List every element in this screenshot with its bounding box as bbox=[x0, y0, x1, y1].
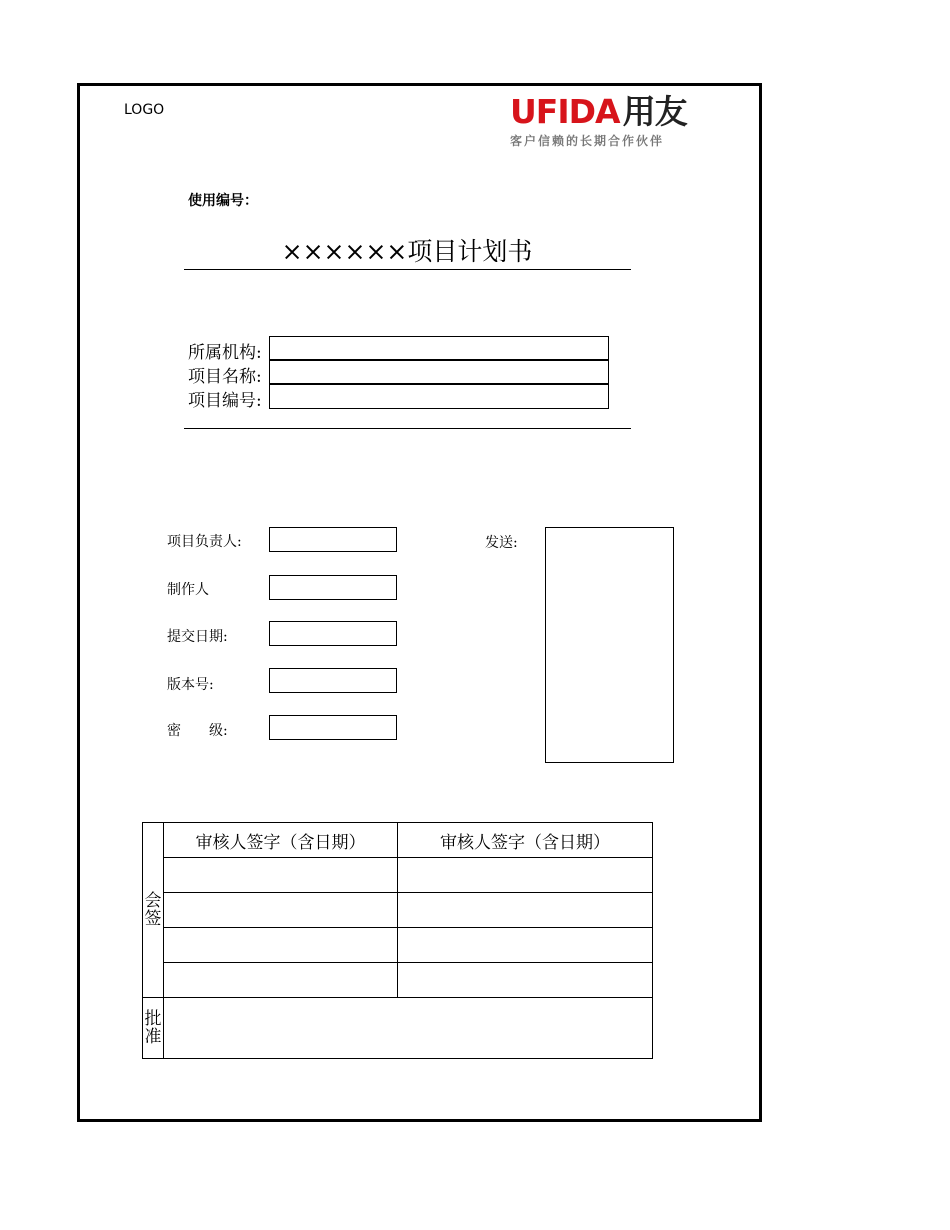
version-field[interactable] bbox=[269, 668, 397, 693]
signature-cell[interactable] bbox=[398, 928, 653, 963]
approval-table bbox=[142, 822, 653, 1059]
brand-name-cn: 用友 bbox=[622, 92, 687, 131]
org-field[interactable] bbox=[269, 336, 609, 360]
signature-cell[interactable] bbox=[164, 858, 398, 893]
project-lead-label: 项目负责人: bbox=[167, 534, 242, 550]
send-field[interactable] bbox=[545, 527, 674, 763]
countersign-label: 会签 bbox=[143, 823, 164, 998]
col-header: 审核人签字（含日期） bbox=[398, 823, 653, 858]
project-number-field[interactable] bbox=[269, 384, 609, 409]
security-level-field[interactable] bbox=[269, 715, 397, 740]
version-label: 版本号: bbox=[167, 677, 214, 693]
project-number-label: 项目编号: bbox=[188, 391, 262, 411]
org-label: 所属机构: bbox=[188, 343, 262, 363]
logo-placeholder: LOGO bbox=[124, 102, 165, 118]
signature-cell[interactable] bbox=[398, 858, 653, 893]
author-label: 制作人 bbox=[167, 582, 209, 598]
project-name-field[interactable] bbox=[269, 360, 609, 384]
signature-cell[interactable] bbox=[164, 963, 398, 998]
signature-cell[interactable] bbox=[164, 928, 398, 963]
usage-number-label: 使用编号： bbox=[188, 193, 258, 209]
document-title: ××××××项目计划书 bbox=[281, 237, 533, 266]
col-header: 审核人签字（含日期） bbox=[164, 823, 398, 858]
security-level-label: 密 级: bbox=[167, 723, 228, 739]
signature-cell[interactable] bbox=[398, 893, 653, 928]
signature-cell[interactable] bbox=[398, 963, 653, 998]
project-lead-field[interactable] bbox=[269, 527, 397, 552]
approve-label: 批准 bbox=[143, 998, 164, 1059]
brand-slogan: 客户信赖的长期合作伙伴 bbox=[510, 134, 665, 148]
project-name-label: 项目名称: bbox=[188, 367, 262, 387]
submit-date-field[interactable] bbox=[269, 621, 397, 646]
author-field[interactable] bbox=[269, 575, 397, 600]
approve-cell[interactable] bbox=[164, 998, 653, 1059]
submit-date-label: 提交日期: bbox=[167, 629, 228, 645]
signature-cell[interactable] bbox=[164, 893, 398, 928]
brand-name-en: UFIDA bbox=[510, 92, 620, 131]
title-underline bbox=[184, 269, 631, 270]
info-divider bbox=[184, 428, 631, 429]
send-label: 发送: bbox=[485, 535, 518, 551]
brand-logo bbox=[510, 92, 687, 154]
